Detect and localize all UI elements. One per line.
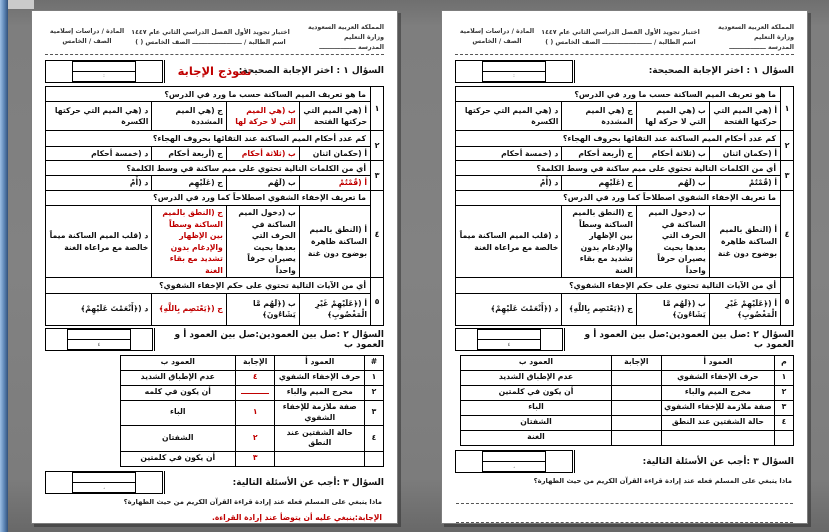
matching-table [460,355,794,446]
column-b-cell: الباء [461,400,612,415]
option-cell: أ (النطق بالميم الساكنة ظاهرة بوضوح دون غنة [299,206,370,277]
section-title: السؤال ١ : اختر الإجابة الصحيحة: [238,66,384,77]
matching-row [120,451,383,466]
section-title: السؤال ٣ :أجب عن الأسئلة التالية: [642,456,794,467]
options-row [456,294,780,325]
score-box [455,60,573,83]
score-box-cells [67,329,131,350]
row-number-cell: ١ [365,370,384,385]
option-cell: أ (النطق بالميم الساكنة ظاهرة بوضوح دون غنة [709,206,780,277]
answer-cell: ١ [235,400,275,426]
question-content [46,278,370,324]
question-text: ما تعريف الإخفاء الشفوي اصطلاحاً كما ورد في الدرس؟ [456,191,780,206]
question-text: أي من الكلمات التالية تحتوي على ميم ساكنة في وسط الكلمة؟ [456,161,780,176]
option-cell: ب (ثلاثة أحكام [226,147,299,161]
subject-line: المادة / دراسات إسلامية [459,28,535,35]
answer-cell [611,400,661,415]
score-cell-mark: : [103,73,105,80]
question-block [46,191,383,278]
column-a-cell: حرف الإخفاء الشفوي [661,370,774,385]
column-a-cell: صفة ملازمة للإخفاء الشفوي [275,400,365,426]
options-row [46,206,370,277]
questions-table [455,86,794,325]
option-cell: ج (عَلَيْهِم [151,176,226,190]
section1-title-row [45,59,384,83]
question-text: أي من الآيات التالية تحتوي على حكم الإخفاء الشفوي؟ [46,278,370,293]
section1-title-row [455,59,794,83]
option-cell: ج (النطق بالميم الساكنة وسطاً بين الإظهار والإدغام بدون تشديد مع بقاء الغنة [561,206,636,277]
score-cell-empty [68,330,130,340]
section2-title-row [45,328,384,352]
blank-exam-page [441,10,808,524]
column-b-cell: عدم الإطباق الشديد [461,370,612,385]
section-title: السؤال ٢ :صل بين العمودين:صل بين العمود أ و العمود ب [584,329,794,350]
header-subject-block [455,23,539,52]
score-box [45,60,163,83]
option-cell: ج (أربعة أحكام [561,147,636,161]
score-box [455,328,563,351]
answer-cell: ٢ [235,426,275,452]
column-b-cell: أن يكون في كلمتين [461,385,612,400]
question-text: أي من الكلمات التالية تحتوي على ميم ساكنة في وسط الكلمة؟ [46,161,370,176]
question-number: ٢ [780,131,793,160]
window-corner-patch [8,0,34,9]
column-a-header: العمود أ [661,355,774,370]
option-cell: ج (هي الميم المشددة [151,102,226,130]
question-number: ٢ [370,131,383,160]
page-header [455,23,794,52]
question-content [456,131,780,160]
option-cell: ب (هي الميم التي لا حركة لها [226,102,299,130]
option-cell: أ (هي الميم التي حركتها الفتحة [709,102,780,130]
question-content [46,131,370,160]
option-cell: ج (﴿يَعْتَصِم بِاللَّهِ﴾ [151,294,226,325]
question-block [46,87,383,131]
option-cell: ج (عَلَيْهِم [561,176,636,190]
option-cell: أ (حكمان اثنان [709,147,780,161]
option-cell: ب (﴿لَهُم مَّا يَشَاءُونَ﴾ [226,294,299,325]
column-b-cell: عدم الإطباق الشديد [120,370,235,385]
question-content [456,87,780,130]
option-cell: د (﴿أَنْعَمْتَ عَلَيْهِمْ﴾ [490,304,559,314]
column-a-header: العمود أ [275,355,365,370]
score-cell-empty [483,62,545,72]
section3-title-row [455,450,794,474]
header-ministry: وزارة التعليم [344,33,384,41]
question-number: ١ [780,87,793,130]
option-cell: د (خمسة أحكام [501,148,559,158]
option-cell: د (قلب الميم الساكنة ميماً خالصة مع مراعاة الغنة [49,231,149,252]
column-a-cell: مخرج الميم والباء [275,385,365,400]
row-number-cell [365,451,384,466]
answer-key-page [31,10,398,524]
page-header [45,23,384,52]
option-cell: ب (﴿لَهُم مَّا يَشَاءُونَ﴾ [636,294,709,325]
option-cell: د (﴿أَنْعَمْتَ عَلَيْهِمْ﴾ [80,304,149,314]
question-block [46,131,383,161]
options-row [46,294,370,325]
column-b-cell: الباء [120,400,235,426]
header-school-line: المدرسة ـــــــــــــــــ [319,43,384,51]
column-a-cell: حالة الشفتين عند النطق [275,426,365,452]
question-block [456,87,793,131]
question-content [456,161,780,190]
matching-row [120,370,383,385]
option-cell: ب (هي الميم التي لا حركة لها [636,102,709,130]
score-cell-mark: ٤ [97,341,101,348]
options-row [46,102,370,130]
row-number-cell: ٣ [365,400,384,426]
matching-row [461,430,794,445]
score-box [45,328,153,351]
score-cell-empty [73,62,135,72]
essay-answer-blank-line [456,509,793,523]
option-cell: أ (حكمان اثنان [299,147,370,161]
column-b-cell: الشفتان [120,426,235,452]
score-cell-empty [483,452,545,462]
matching-row [461,385,794,400]
section-title: السؤال ٣ :أجب عن الأسئلة التالية: [232,477,384,488]
student-name-line: اسم الطالبة / ـــــــــــــــــــــــ الصف الخامس ( ) [545,38,696,46]
score-box-cells [477,329,541,350]
question-block [456,161,793,191]
column-a-cell [275,451,365,466]
header-center-block [539,23,702,52]
row-number-cell: ٢ [775,385,794,400]
option-cell: د (خمسة أحكام [91,148,149,158]
question-number: ٤ [370,191,383,277]
row-number-cell: ٢ [365,385,384,400]
answer-column-header: الإجابة [235,355,275,370]
matching-row [461,370,794,385]
section-title: السؤال ٢ :صل بين العمودين:صل بين العمود أ و العمود ب [174,329,384,350]
matching-header-row [461,355,794,370]
header-school-line: المدرسة ـــــــــــــــــ [729,43,794,51]
question-text: ما هو تعريف الميم الساكنة حسب ما ورد في الدرس؟ [46,87,370,102]
option-cell: ج (أربعة أحكام [151,147,226,161]
matching-header-row [120,355,383,370]
option-cell: د (أَمْ [129,178,149,188]
question-block [46,161,383,191]
option-cell: ب (ثلاثة أحكام [636,147,709,161]
question-content [456,278,780,324]
option-cell: د (أَمْ [539,178,559,188]
matching-row [461,415,794,430]
student-name-line: اسم الطالبة / ـــــــــــــــــــــــ الصف الخامس ( ) [135,38,286,46]
matching-row [461,400,794,415]
header-center-block [129,23,292,52]
essay-answer-blank-line [456,490,793,504]
options-row [456,206,780,277]
section3-title-row [45,471,384,495]
question-number: ٣ [780,161,793,190]
score-box-cells [72,472,136,493]
options-row [456,147,780,161]
exam-title: اختبار تجويد الأول الفصل الدراسي الثاني عام ١٤٤٧ [131,29,290,36]
score-box-cells [482,451,546,472]
question-text: ما هو تعريف الميم الساكنة حسب ما ورد في الدرس؟ [456,87,780,102]
option-cell: أ (﴿عَلَيْهِمْ غَيْرِ الْمَغْضُوبِ﴾ [709,294,780,325]
section-title: السؤال ١ : اختر الإجابة الصحيحة: [648,66,794,77]
row-number-cell: ١ [775,370,794,385]
header-kingdom-block [702,23,794,52]
answer-cell [611,370,661,385]
column-b-cell: الغنة [461,430,612,445]
header-subject-block [45,23,129,52]
option-cell: ج (النطق بالميم الساكنة وسطاً بين الإظهار والإدغام بدون تشديد مع بقاء الغنة [151,206,226,277]
subject-line: المادة / دراسات إسلامية [49,28,125,35]
score-cell-mark: ٤ [507,341,511,348]
essay-answer-red: الإجابة:ينبغي عليه أن يتوضأ عند إرادة القراءة. [211,512,382,522]
option-cell: د (قلب الميم الساكنة ميماً خالصة مع مراعاة الغنة [459,231,559,252]
score-cell-mark: : [513,73,515,80]
column-number-header: م [775,355,794,370]
column-b-cell: أن يكون في كلمه [120,385,235,400]
header-kingdom-block [292,23,384,52]
option-cell: أ (قُمْتُمْ [709,176,780,190]
answer-cell: ٣ [235,451,275,466]
row-number-cell [775,430,794,445]
answer-cell [611,385,661,400]
question-content [46,161,370,190]
header-divider [45,54,384,55]
column-a-cell: صفة ملازمة للإخفاء الشفوي [661,400,774,415]
question-text: ما تعريف الإخفاء الشفوي اصطلاحاً كما ورد في الدرس؟ [46,191,370,206]
option-cell: د (هي الميم التي حركتها الكسرة [54,105,149,127]
answer-cell [235,385,275,400]
option-cell: أ (﴿عَلَيْهِمْ غَيْرِ الْمَغْضُوبِ﴾ [299,294,370,325]
header-kingdom: المملكة العربية السعودية [308,24,384,31]
column-b-cell: أن يكون في كلمتين [120,451,235,466]
question-block [456,131,793,161]
question-number: ٣ [370,161,383,190]
essay-question: ماذا ينبغي على المسلم فعله عند إرادة قراءة القرآن الكريم من حيث الطهارة؟ [533,476,792,485]
column-a-cell: حالة الشفتين عند النطق [661,415,774,430]
option-cell: ب (لَهُم [636,176,709,190]
window-edge-strip [0,0,8,532]
matching-row [120,385,383,400]
row-number-cell: ٤ [775,415,794,430]
answer-cell [611,415,661,430]
question-number: ٥ [780,278,793,324]
answer-line-mark [241,387,269,394]
row-number-cell: ٣ [775,400,794,415]
score-cell-mark: ، [513,463,515,470]
column-a-cell: حرف الإخفاء الشفوي [275,370,365,385]
options-row [46,147,370,161]
matching-table [120,355,384,467]
exam-title: اختبار تجويد الأول الفصل الدراسي الثاني عام ١٤٤٧ [541,29,700,36]
column-a-cell [661,430,774,445]
option-cell: د (هي الميم التي حركتها الكسرة [464,105,559,127]
option-cell: ب (دخول الميم الساكنة في الحرف التي بعدها بحيث يصيران حرفاً واحداً [636,206,709,277]
question-number: ١ [370,87,383,130]
option-cell: أ (قُمْتُمْ [299,176,370,190]
question-number: ٤ [780,191,793,277]
column-number-header: # [365,355,384,370]
options-row [46,176,370,190]
question-block [456,278,793,324]
row-number-cell: ٤ [365,426,384,452]
answer-cell: ٤ [235,370,275,385]
question-content [46,87,370,130]
essay-question: ماذا ينبغي على المسلم فعله عند إرادة قراءة القرآن الكريم من حيث الطهارة؟ [123,497,382,506]
column-b-header: العمود ب [461,355,612,370]
option-cell: ب (دخول الميم الساكنة في الحرف التي بعدها بحيث يصيران حرفاً واحداً [226,206,299,277]
answer-column-header: الإجابة [611,355,661,370]
option-cell: أ (هي الميم التي حركتها الفتحة [299,102,370,130]
grade-line: الصف / الخامس [472,37,522,45]
options-row [456,102,780,130]
score-box-cells [72,61,136,82]
score-cell-mark: ، [103,484,105,491]
question-block [456,191,793,278]
option-cell: ج (هي الميم المشددة [561,102,636,130]
question-block [46,278,383,324]
question-text: كم عدد أحكام الميم الساكنة عند التقائها بحروف الهجاء؟ [456,131,780,146]
question-content [46,191,370,277]
section2-title-row [455,328,794,352]
option-cell: ب (لَهُم [226,176,299,190]
matching-row [120,426,383,452]
questions-table [45,86,384,325]
option-cell: ج (﴿يَعْتَصِم بِاللَّهِ﴾ [561,294,636,325]
header-divider [455,54,794,55]
header-ministry: وزارة التعليم [754,33,794,41]
column-a-cell: مخرج الميم والباء [661,385,774,400]
grade-line: الصف / الخامس [62,37,112,45]
score-cell-empty [73,473,135,483]
answer-cell [611,430,661,445]
score-box [455,450,573,473]
question-number: ٥ [370,278,383,324]
column-b-cell: الشفتان [461,415,612,430]
column-b-header: العمود ب [120,355,235,370]
question-text: أي من الآيات التالية تحتوي على حكم الإخفاء الشفوي؟ [456,278,780,293]
score-box [45,471,163,494]
options-row [456,176,780,190]
answer-model-label: نموذج الإجابة [177,64,252,79]
score-cell-empty [478,330,540,340]
matching-row [120,400,383,426]
question-text: كم عدد أحكام الميم الساكنة عند التقائها بحروف الهجاء؟ [46,131,370,146]
score-box-cells [482,61,546,82]
question-content [456,191,780,277]
header-kingdom: المملكة العربية السعودية [718,24,794,31]
